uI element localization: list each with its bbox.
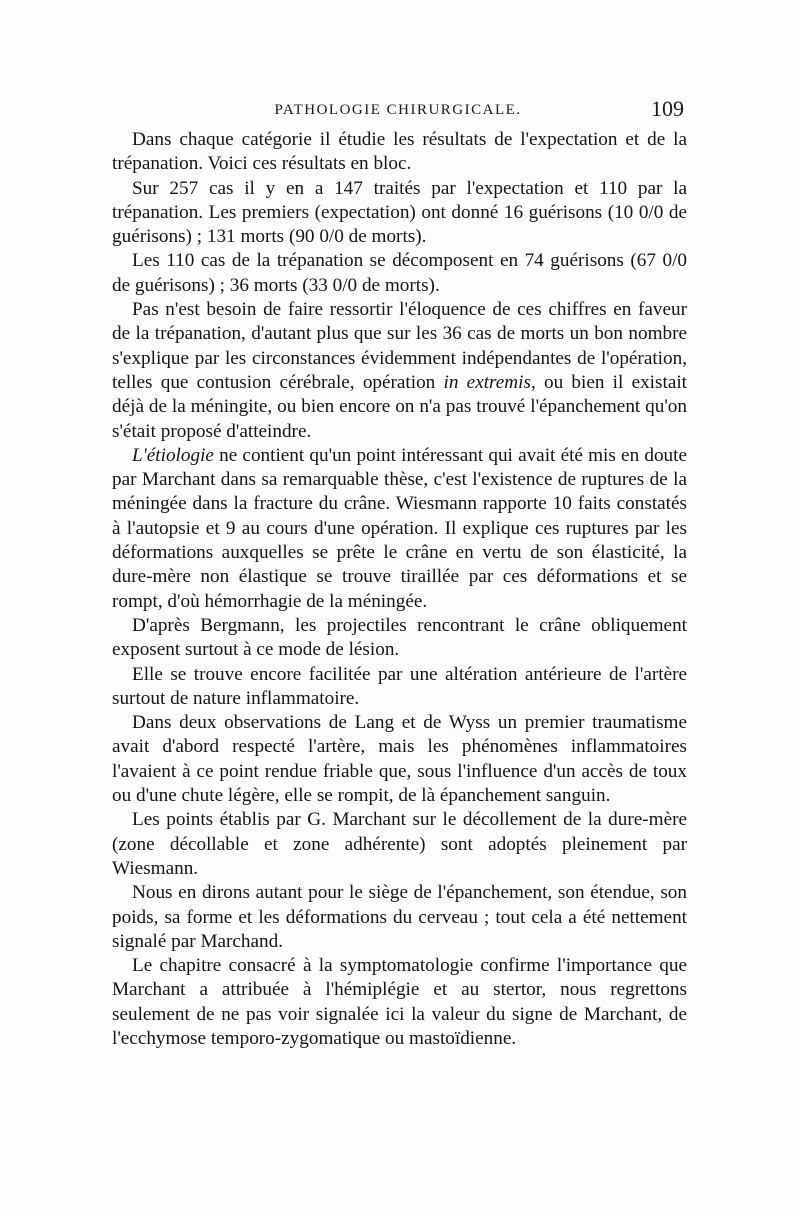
paragraph: Sur 257 cas il y en a 147 traités par l'expectation et 110 par la trépanation. Les premiers (expectation) ont donné 16 guérisons (10 0/0 de guérisons) ; 131 morts (90 0/0 de morts). <box>112 177 687 248</box>
italic-phrase: in extremis <box>443 371 531 393</box>
paragraph: D'après Bergmann, les projectiles rencontrant le crâne obliquement exposent surtout à ce mode de lésion. <box>112 614 687 661</box>
body-text <box>112 128 687 1051</box>
paragraph-text: Pas n'est besoin de faire ressortir l'éloquence de ces chiffres en faveur de la trépanation, d'autant plus que sur les 36 cas de morts un bon nombre s'explique par les circonstances évidemment indépendantes de l'opération, telles que contusion cérébrale, opération <box>112 299 687 393</box>
paragraph <box>112 444 687 614</box>
paragraph: Les 110 cas de la trépanation se décomposent en 74 guérisons (67 0/0 de guérisons) ; 36 morts (33 0/0 de morts). <box>112 250 687 296</box>
running-title: PATHOLOGIE CHIRURGICALE. <box>274 102 522 118</box>
paragraph-text: ne contient qu'un point intéressant qui avait été mis en doute par Marchant dans sa remarquable thèse, c'est l'existence de ruptures de la méningée dans la fracture du crâne. Wiesmann rapporte 10 faits constatés à l'autopsie et 9 au cours d'une opération. Il explique ces ruptures par les déformations auxquelles se prête le crâne en vertu de son élasticité, la dure-mère non élastique se trouve tiraillée par ces déformations et se rompt, d'où hémorrhagie de la méningée. <box>112 444 687 612</box>
page-number: 109 <box>651 96 684 121</box>
paragraph: Les points établis par G. Marchant sur le décollement de la dure-mère (zone décollable et zone adhérente) sont adoptés pleinement par Wiesmann. <box>112 809 687 879</box>
paragraph: Elle se trouve encore facilitée par une altération antérieure de l'artère surtout de nature inflammatoire. <box>112 663 687 709</box>
section-lead-etiologie: L'étiologie <box>132 444 214 466</box>
paragraph <box>112 298 687 444</box>
paragraph: Nous en dirons autant pour le siège de l'épanchement, son étendue, son poids, sa forme et les déformations du cerveau ; tout cela a été nettement signalé par Marchand. <box>112 882 687 952</box>
paragraph: Dans deux observations de Lang et de Wyss un premier traumatisme avait d'abord respecté l'artère, mais les phénomènes inflammatoires l'avaient à ce point rendue friable que, sous l'influence d'un accès de toux ou d'une chute légère, elle se rompit, de là épanchement sanguin. <box>112 712 687 807</box>
paragraph-text: , ou bien il existait déjà de la méningite, ou bien encore on n'a pas trouvé l'épanchement qu'on s'était proposé d'atteindre. <box>112 371 687 442</box>
page-header <box>112 96 684 124</box>
paragraph: Dans chaque catégorie il étudie les résultats de l'expectation et de la trépanation. Voici ces résultats en bloc. <box>112 129 687 175</box>
paragraph: Le chapitre consacré à la symptomatologie confirme l'importance que Marchant a attribuée à l'hémiplégie et au stertor, nous regrettons seulement de ne pas voir signalée ici la valeur du signe de Marchant, de l'ecchymose temporo-zygomatique ou mastoïdienne. <box>112 955 687 1049</box>
